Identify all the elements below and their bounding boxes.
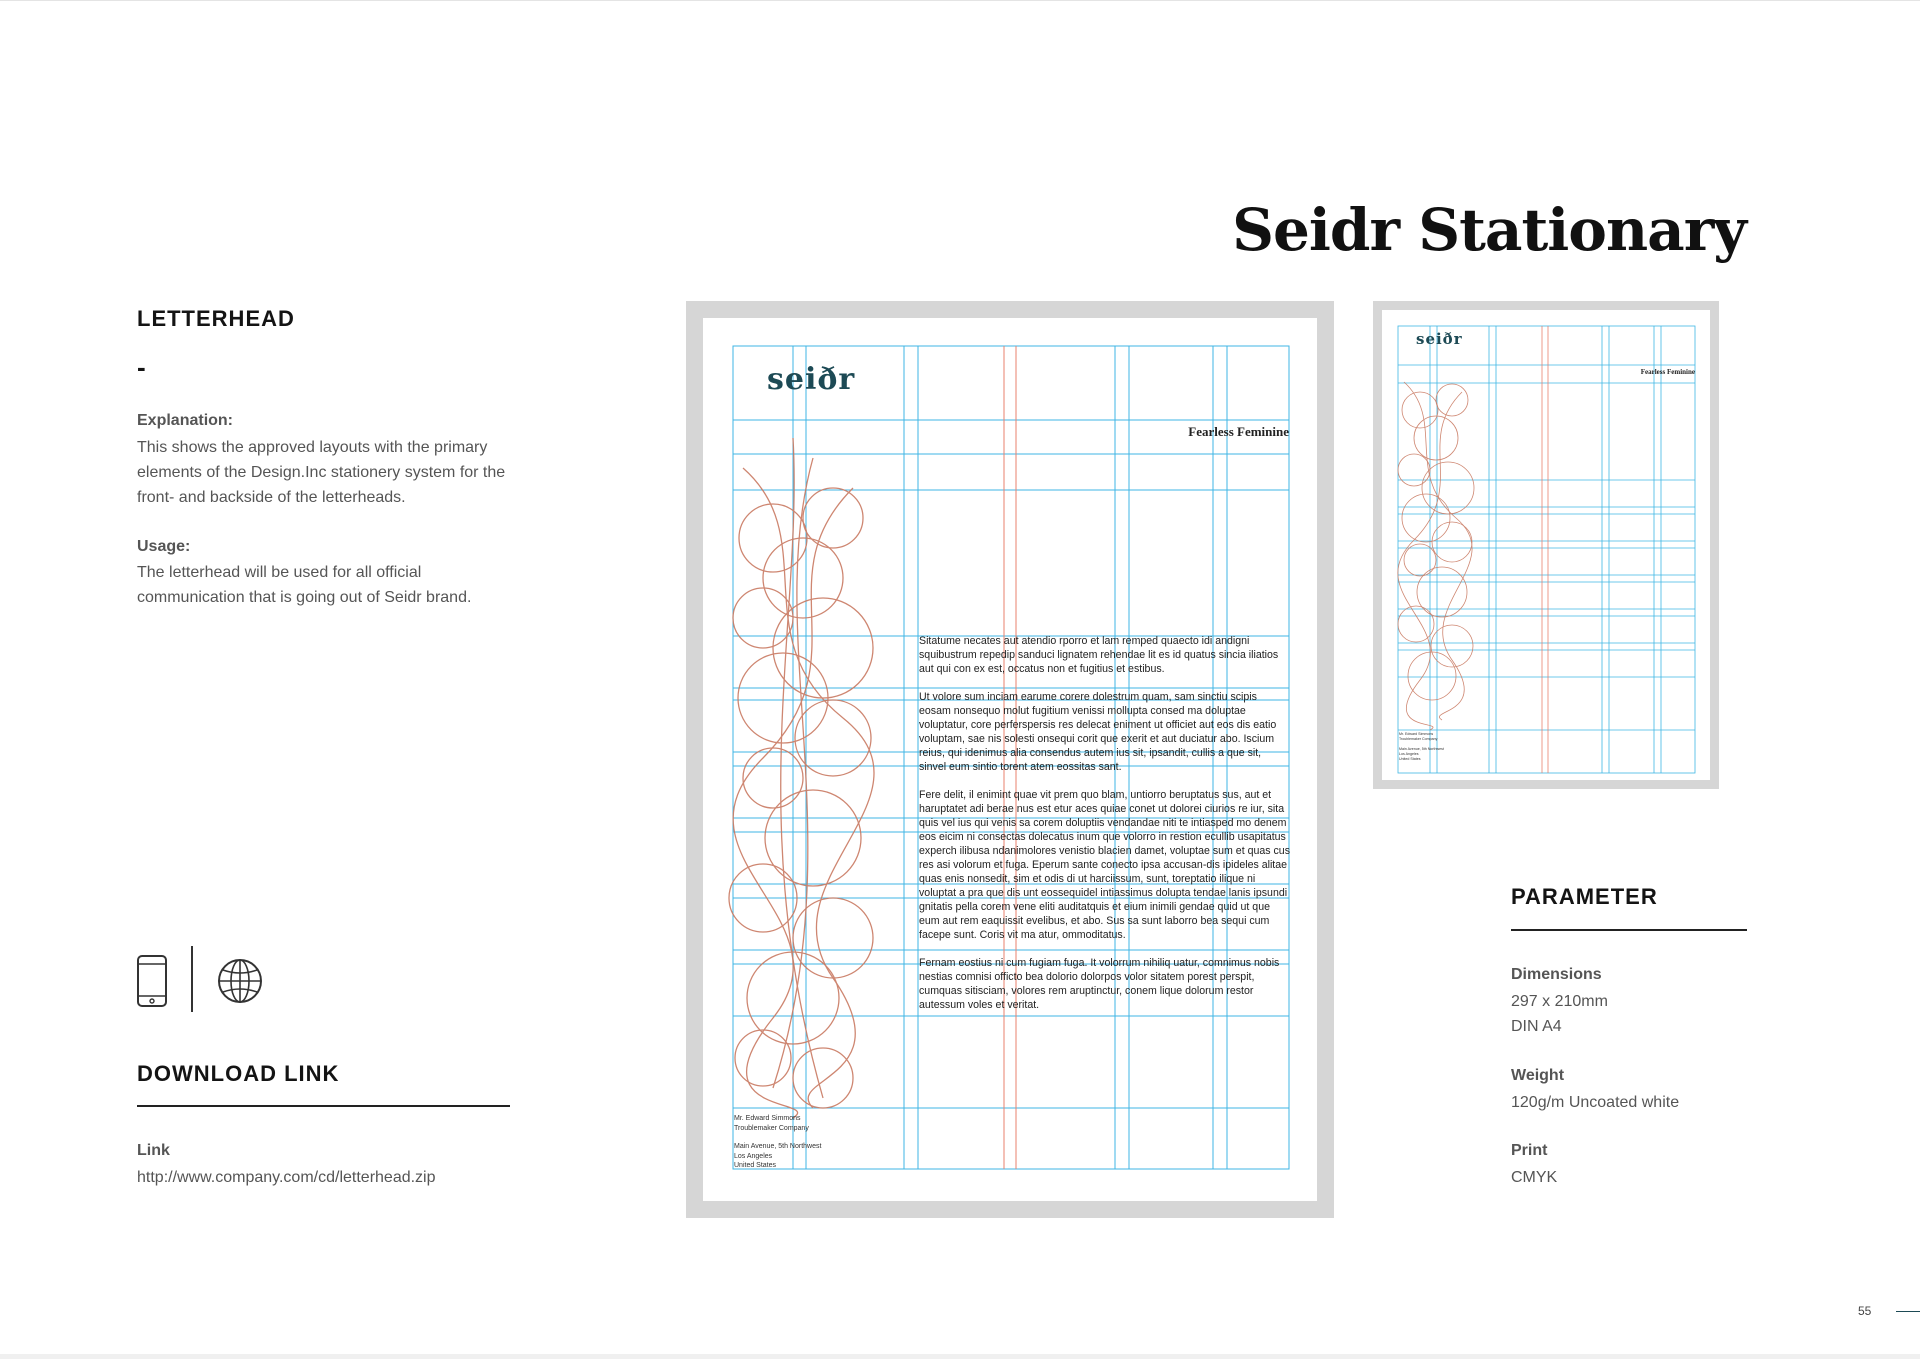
download-link[interactable]: http://www.company.com/cd/letterhead.zip bbox=[137, 1169, 436, 1186]
address-country: United States bbox=[734, 1162, 777, 1169]
address-name: Mr. Edward Simmons bbox=[1399, 732, 1434, 736]
address-country: United States bbox=[1399, 757, 1421, 761]
letterhead-front-sheet bbox=[703, 318, 1317, 1201]
weight-value: 120g/m Uncoated white bbox=[1511, 1094, 1680, 1111]
seidr-logo: seiðr bbox=[767, 362, 856, 397]
weight-label: Weight bbox=[1511, 1067, 1565, 1084]
address-name: Mr. Edward Simmons bbox=[734, 1115, 801, 1122]
body-paragraph: Ut volore sum inciam earume corere dolestrum quam, sam sinctiu scipis eosam nonsequo molut fugitium venissi mollupta consed ma doluptae voluptatur, core perferspersis res delecat eniment ut officiet aut eos dis eatio voluptam, sae nis solesti onsequi corit que exerit et aut duciatur abo. Iscium reius, qui idenimus alia consendus autem ius sit, ipsandit, cullis a que sit, sinvel eum sintio torent atem eossitas sant. bbox=[919, 691, 1277, 773]
letterhead-front-frame bbox=[686, 301, 1334, 1218]
letterhead-back-frame bbox=[1373, 301, 1719, 789]
page-number: 55 bbox=[1858, 1304, 1872, 1318]
address-street: Main Avenue, 5th Northwest bbox=[1399, 747, 1444, 751]
heading-dash: - bbox=[137, 352, 146, 382]
address-street: Main Avenue, 5th Northwest bbox=[734, 1143, 822, 1150]
explanation-label: Explanation: bbox=[137, 412, 234, 429]
icon-separator bbox=[191, 946, 193, 1012]
address-company: Troublemaker Company bbox=[734, 1124, 809, 1132]
seidr-logo-small: seiðr bbox=[1416, 330, 1463, 348]
knotwork-ornament-small bbox=[1398, 382, 1474, 730]
page-title: Seidr Stationary bbox=[1232, 196, 1746, 264]
print-value: CMYK bbox=[1511, 1169, 1558, 1186]
usage-text: The letterhead will be used for all official communication that is going out of Seidr brand. bbox=[137, 564, 472, 606]
parameter-heading: PARAMETER bbox=[1511, 884, 1658, 909]
dimensions-label: Dimensions bbox=[1511, 966, 1602, 983]
download-rule bbox=[137, 1105, 510, 1107]
letter-body bbox=[919, 634, 1291, 1026]
link-label: Link bbox=[137, 1142, 170, 1159]
body-paragraph: Fernam eostius ni cum fugiam fuga. It volorrum nihiliq uatur, comnimus nobis nestias comnisi officto bea dolorio dolorpos volor sitatem porest perspit, cumquas sitisciam, volores rem aruptinctur, conem lique dolorum restor autessum voles et veritat. bbox=[919, 957, 1280, 1011]
body-paragraph: Sitatume necates aut atendio rporro et lam remped quaecto idi andigni squibustrum repedip sanduci lignatem rehendae lit es id quatus sincia iliatios aut qui con ex est, occatus non et fugitius et estibus. bbox=[919, 635, 1279, 675]
channel-icons bbox=[136, 946, 266, 1012]
globe-icon bbox=[217, 958, 263, 1004]
mobile-phone-icon bbox=[136, 954, 168, 1008]
dimensions-value: 297 x 210mm bbox=[1511, 993, 1608, 1010]
top-divider bbox=[0, 0, 1920, 1]
address-city: Los Angeles bbox=[734, 1152, 773, 1160]
print-label: Print bbox=[1511, 1142, 1548, 1159]
address-company: Troublemaker Company bbox=[1399, 737, 1438, 741]
body-paragraph: Fere delit, il enimint quae vit prem quo blam, untiorro beruptatus sus, aut et haruptatet adi berae nus est etur aces quiae conet ut dolorei ciurios re iur, sita quis vel ius qui venis sa corem doluptiis vendandae niti te intiasped mo denem eos eicim ni consectas dolecatus inum que volorro in restion ecullib usapitatus experch ilibusa ndanimolores venistio blacien damet, voluptae sum et quas cus res asi volorum et fuga. Eperum sante conecto ipsa accusan-dis ipideles alitae quas enis nonsedit, sim et odis di ut harciissum, sunt, toreptatio ilique ni voluptat a pra que dis unt eossequidel intiassimus dolupta tendae lanis ipsundi gnitatis pella corem vene eliti auditatquis et eium inimili gendae quid ut que eum aut rem eaquissit evelibus, et abo. Sus sa sunt laborro bea sequi cum facepe sunt. Coris vit ma atur, ommoditatus. bbox=[919, 789, 1290, 941]
address-city: Los Angeles bbox=[1399, 752, 1419, 756]
page-number-line bbox=[1896, 1311, 1920, 1312]
sender-address-small bbox=[1399, 732, 1444, 762]
sender-address bbox=[734, 1114, 821, 1171]
parameter-rule bbox=[1511, 929, 1747, 931]
letterhead-heading: LETTERHEAD bbox=[137, 306, 295, 331]
tagline: Fearless Feminine bbox=[1188, 424, 1289, 439]
layout-grid-small bbox=[1382, 310, 1710, 780]
dimensions-format: DIN A4 bbox=[1511, 1018, 1562, 1035]
letterhead-back-sheet bbox=[1382, 310, 1710, 780]
download-heading: DOWNLOAD LINK bbox=[137, 1061, 340, 1086]
explanation-text: This shows the approved layouts with the primary elements of the Design.Inc stationery system for the front- and backside of the letterheads. bbox=[137, 439, 506, 506]
usage-label: Usage: bbox=[137, 538, 191, 555]
tagline-small: Fearless Feminine bbox=[1640, 368, 1695, 376]
bottom-band bbox=[0, 1354, 1920, 1359]
